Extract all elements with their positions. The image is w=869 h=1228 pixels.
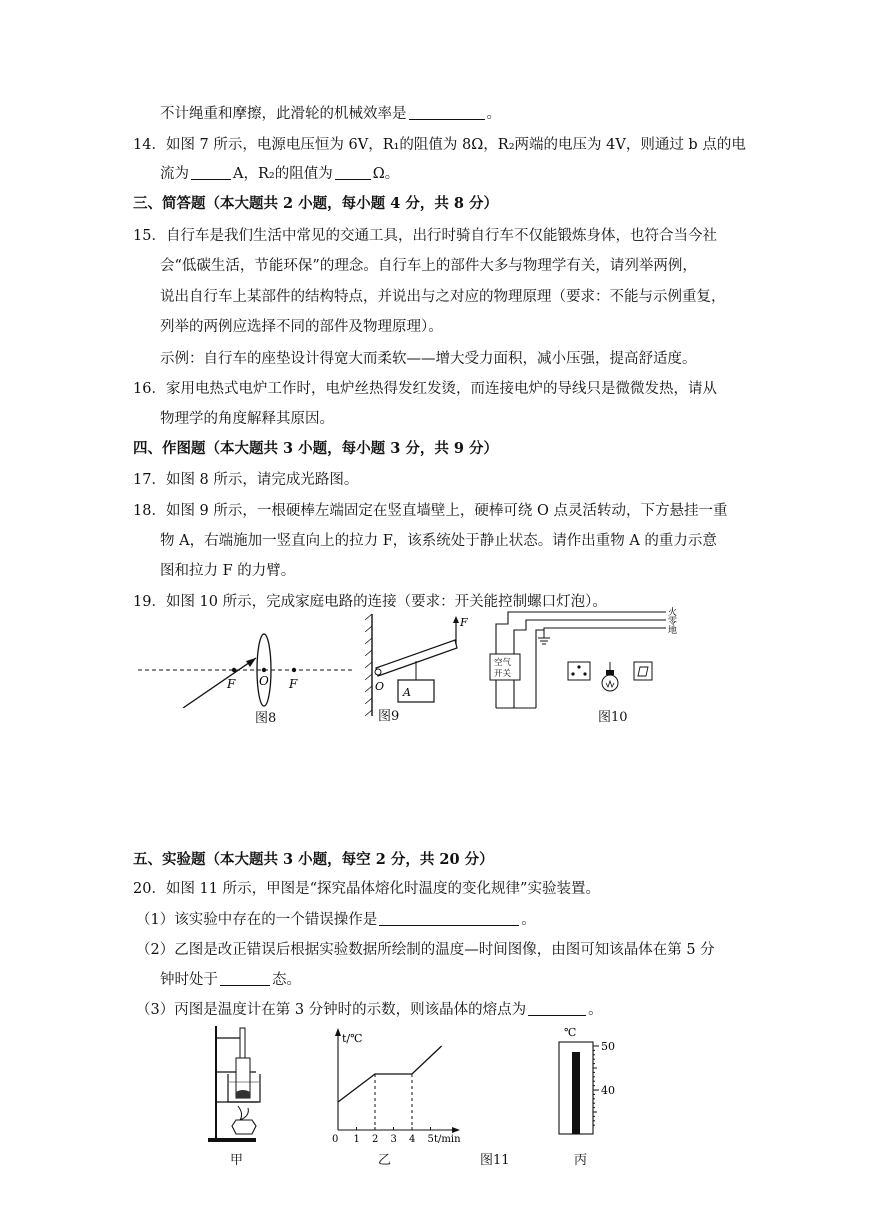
x-tick-label: 3 [390,1134,397,1145]
figure-8-caption: 图8 [255,711,277,726]
focal-point-left [232,668,236,672]
figure-11-caption: 图11 [480,1153,510,1168]
alcohol-lamp [232,1120,256,1134]
center-label: O [259,674,269,688]
x-tick-label: 1 [353,1134,360,1145]
lamp-base [606,670,614,675]
figure-9-lever-diagram [360,612,470,717]
figure-9-caption: 图9 [378,709,400,724]
pivot-label: O [375,680,385,693]
air-switch-label-2: 开关 [494,669,512,679]
q15-text-2: 会“低碳生活，节能环保”的理念。自行车上的部件大多与物理学有关，请列举两例， [160,258,697,274]
q20-part2-text: （2）乙图是改正错误后根据实验数据所绘制的温度—时间图像，由图可知该晶体在第 5 分 [136,942,715,958]
q20-part2-blank[interactable] [220,971,270,986]
stand-base [208,1138,256,1142]
chart-y-label: t/℃ [342,1032,363,1045]
q20-part1: （1）该实验中存在的一个错误操作是 。 [136,912,536,928]
x-tick-label: 5 [427,1134,434,1145]
force-arrow-icon [453,616,459,623]
thermo-label-40: 40 [601,1084,615,1097]
figure-11-jia-label: 甲 [230,1153,244,1168]
x-tick-label: 0 [332,1134,339,1145]
weight-label: A [403,686,411,699]
x-tick-label: 4 [409,1134,416,1145]
q20-part3: （3）丙图是温度计在第 3 分钟时的示数，则该晶体的熔点为 。 [136,1002,603,1018]
q18-text-3: 图和拉力 F 的力臂。 [160,563,296,579]
q20-part3-blank[interactable] [528,1001,586,1016]
x-tick-label: 2 [372,1134,379,1145]
q19-text: 19．如图 10 所示，完成家庭电路的连接（要求：开关能控制螺口灯泡）。 [133,594,607,610]
wall-switch [634,662,652,680]
figure-10-household-circuit [488,604,688,709]
q14-resistance-blank[interactable] [335,165,371,180]
q13-line: 不计绳重和摩擦，此滑轮的机械效率是 。 [160,106,501,122]
q18-text-2: 物 A，右端施加一竖直向上的拉力 F，该系统处于静止状态。请作出重物 A 的重力示意 [160,533,717,549]
q20-text: 20．如图 11 所示，甲图是“探究晶体熔化时温度的变化规律”实验装置。 [133,881,600,897]
air-switch-label-1: 空气 [494,658,512,668]
thermo-unit: ℃ [564,1026,577,1039]
q18-text-1: 18．如图 9 所示，一根硬棒左端固定在竖直墙壁上，硬棒可绕 O 点灵活转动，下方悬挂一重 [133,503,728,519]
neutral-label: 零 [668,617,678,627]
q15-text-4: 列举的两例应选择不同的部件及物理原理）。 [160,319,443,335]
q17-text: 17．如图 8 所示，请完成光路图。 [133,472,359,488]
q16-text-2: 物理学的角度解释其原因。 [160,411,334,427]
q15-example: 示例：自行车的座垫设计得宽大而柔软——增大受力面积，减小压强，提高舒适度。 [160,351,697,367]
optical-center [262,668,266,672]
figure-11-bing-label: 丙 [574,1153,588,1168]
figure-10-caption: 图10 [598,710,628,725]
q14-text: 14．如图 7 所示，电源电压恒为 6V，R₁的阻值为 8Ω，R₂两端的电压为 4V，则通过 b 点的电 [133,137,746,153]
ground-label: 地 [668,626,678,636]
live-label: 火 [668,608,678,618]
flame-icon [238,1106,248,1120]
temperature-curve [338,1046,442,1102]
q14-current-blank[interactable] [191,165,231,180]
focal-point-right [292,668,296,672]
figure-11-thermometer-reading [555,1022,635,1142]
q13-answer-blank[interactable] [409,105,485,120]
ray-arrow-icon [246,658,256,667]
q15-text-3: 说出自行车上某部件的结构特点，并说出与之对应的物理原理（要求：不能与示例重复， [160,289,726,305]
q16-text-1: 16．家用电热式电炉工作时，电炉丝热得发红发烫，而连接电炉的导线只是微微发热，请从 [133,381,717,397]
screw-lamp-bulb [602,675,618,691]
section-4-heading: 四、作图题（本大题共 3 小题，每小题 3 分，共 9 分） [133,440,499,457]
y-axis-arrow-icon [335,1028,341,1036]
three-pin-socket [568,662,590,680]
focal-label-right: F [289,677,298,691]
figure-11-apparatus [200,1022,275,1144]
force-label: F [460,616,468,629]
mercury-column [572,1052,580,1134]
chart-x-label: t/min [434,1134,461,1145]
q14-line2: 流为 A，R₂的阻值为 Ω。 [160,166,400,182]
focal-label-left: F [227,677,236,691]
section-3-heading: 三、简答题（本大题共 2 小题，每小题 4 分，共 8 分） [133,195,499,212]
q20-part1-blank[interactable] [379,911,519,926]
q15-text-1: 15．自行车是我们生活中常见的交通工具，出行时骑自行车不仅能锻炼身体，也符合当今社 [133,228,717,244]
x-axis-arrow-icon [452,1127,460,1133]
incident-ray [183,658,256,708]
figure-11-yi-label: 乙 [378,1153,392,1168]
figure-11-temperature-chart [320,1026,480,1146]
figure-8-lens-diagram [138,628,358,708]
q13-text: 不计绳重和摩擦，此滑轮的机械效率是 [160,106,407,122]
section-5-heading: 五、实验题（本大题共 3 小题，每空 2 分，共 20 分） [133,851,494,868]
pivot-point [375,669,381,675]
thermo-label-50: 50 [601,1040,615,1053]
live-wire [496,612,666,708]
q20-part2-line2: 钟时处于 态。 [160,972,301,988]
